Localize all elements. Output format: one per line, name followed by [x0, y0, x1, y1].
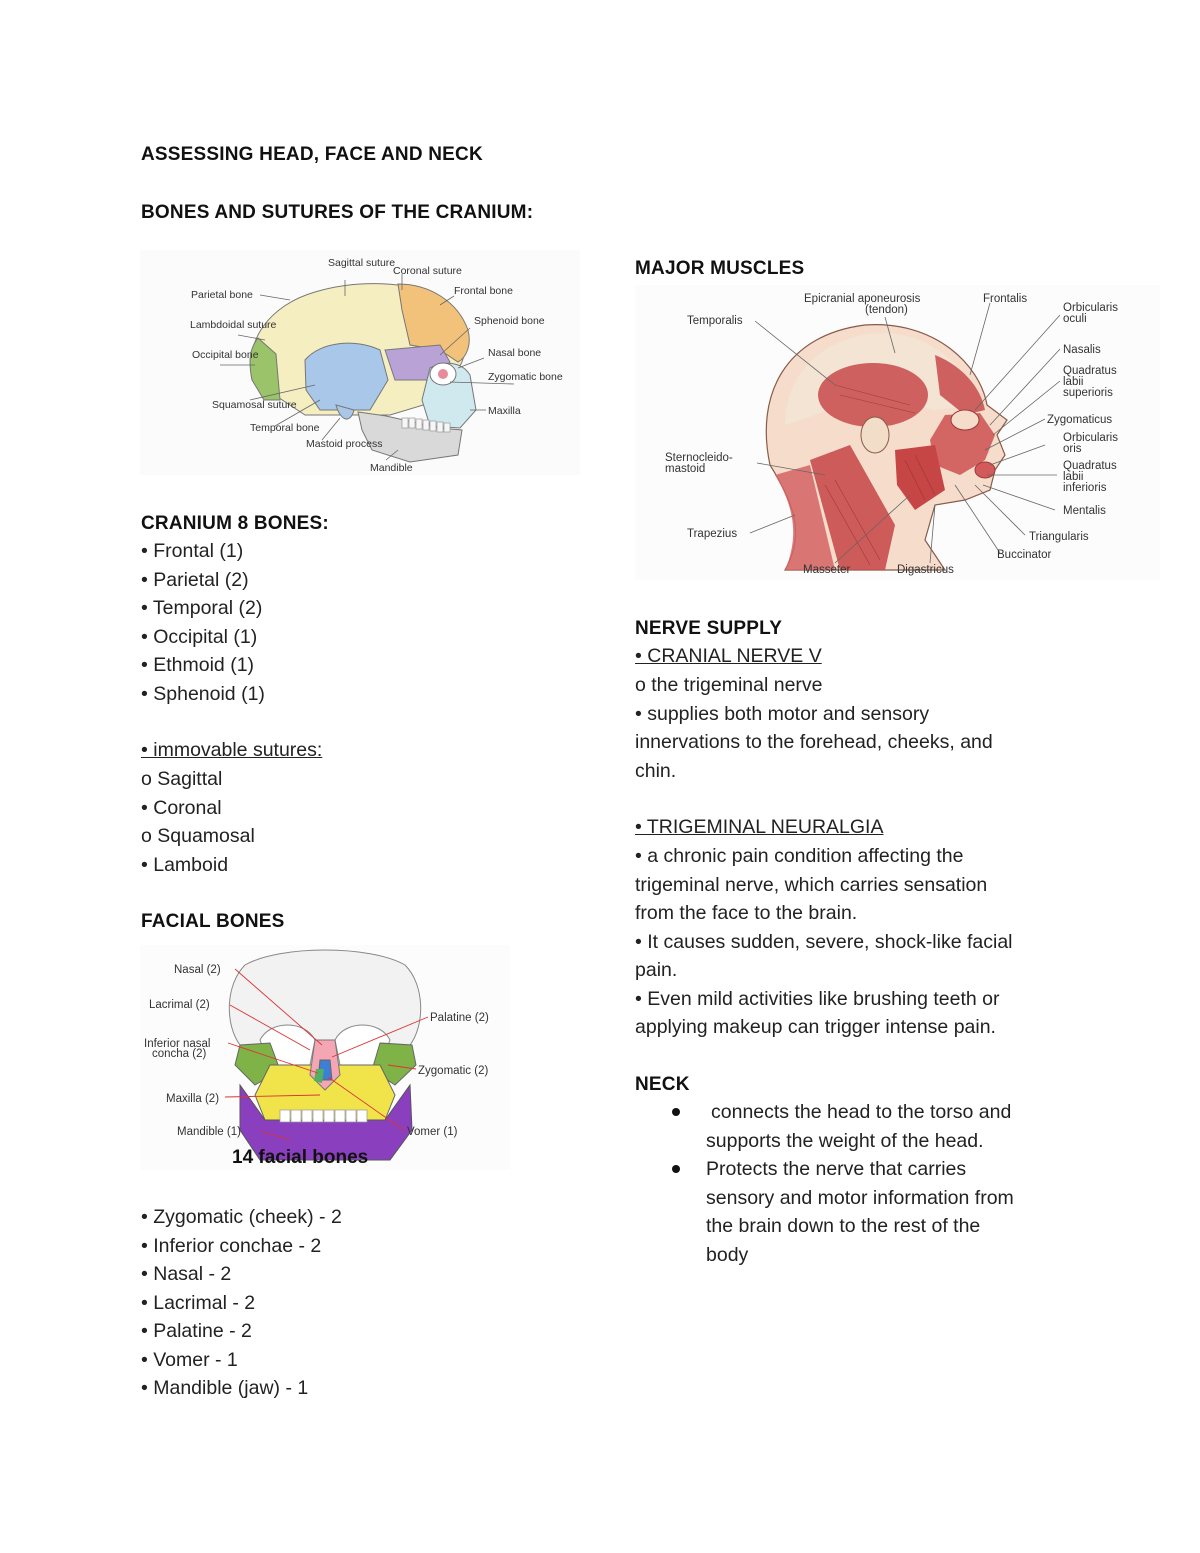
text-line: applying makeup can trigger intense pain. [635, 1016, 996, 1038]
cranium-bone-list [141, 537, 265, 708]
label-quad-sup-3: superioris [1063, 387, 1113, 399]
label-quad-inf-2: labii [1063, 471, 1084, 483]
list-item: • Lamboid [141, 853, 229, 876]
label-lambdoidal-suture: Lambdoidal suture [190, 319, 277, 331]
list-item: • Ethmoid (1) [141, 654, 255, 676]
list-item: • Frontal (1) [141, 540, 244, 562]
label-orbicularis-oculi-2: oculi [1063, 313, 1087, 325]
list-item: • Occipital (1) [141, 625, 258, 648]
list-item: • Mandible (jaw) - 1 [141, 1377, 309, 1399]
label-vomer: Vomer (1) [407, 1126, 458, 1138]
sutures-list [141, 765, 255, 879]
sutures-heading: • immovable sutures: [141, 739, 323, 761]
muscles-figure [635, 285, 1160, 580]
bullet-icon [672, 1165, 680, 1173]
label-digastricus: Digastricus [897, 564, 954, 576]
label-temporalis: Temporalis [687, 315, 743, 327]
list-item: • Nasal - 2 [141, 1263, 232, 1285]
skull-lateral-figure [140, 250, 580, 475]
text-line: • Even mild activities like brushing teeth or [635, 987, 1000, 1010]
label-coronal-suture: Coronal suture [393, 265, 462, 277]
temporal-bone-shape [305, 343, 388, 410]
label-orb-oris-1: Orbicularis [1063, 432, 1118, 444]
label-mandible: Mandible (1) [177, 1126, 241, 1138]
list-item: • Inferior conchae - 2 [141, 1234, 322, 1257]
label-mentalis: Mentalis [1063, 505, 1106, 517]
label-sagittal-suture: Sagittal suture [328, 257, 396, 269]
label-temporal-bone: Temporal bone [250, 422, 320, 434]
label-nasal-bone: Nasal bone [488, 347, 542, 359]
list-item: • Temporal (2) [141, 597, 263, 619]
label-nasal: Nasal (2) [174, 964, 221, 976]
label-orb-oris-2: oris [1063, 443, 1082, 455]
page-title: ASSESSING HEAD, FACE AND NECK [141, 144, 483, 165]
list-item: • Sphenoid (1) [141, 682, 265, 705]
neck-heading: NECK [635, 1074, 690, 1095]
list-item: • Palatine - 2 [141, 1320, 252, 1342]
major-muscles-heading: MAJOR MUSCLES [635, 258, 805, 279]
label-frontalis: Frontalis [983, 293, 1028, 305]
text-line: chin. [635, 759, 677, 782]
label-epicranial: Epicranial aponeurosis [804, 293, 921, 305]
text-line: pain. [635, 959, 678, 981]
cranium-heading: CRANIUM 8 BONES: [141, 513, 329, 534]
list-item [635, 1098, 1065, 1155]
label-quad-inf-1: Quadratus [1063, 460, 1117, 472]
label-mastoid-process: Mastoid process [306, 438, 383, 450]
label-squamosal-suture: Squamosal suture [212, 399, 297, 411]
trigeminal-neuralgia-heading: • TRIGEMINAL NEURALGIA [635, 816, 884, 838]
list-item: • Lacrimal - 2 [141, 1291, 256, 1314]
facial-bones-heading: FACIAL BONES [141, 911, 285, 932]
label-quad-inf-3: inferioris [1063, 482, 1107, 494]
facial-bone-list [141, 1203, 342, 1403]
text-line: connects the head to the torso and [711, 1101, 1012, 1123]
label-inferior-nasal: Inferior nasal [144, 1038, 211, 1050]
neck-list [635, 1098, 1065, 1269]
label-zygomaticus: Zygomaticus [1047, 414, 1113, 426]
section-heading-bones-sutures: BONES AND SUTURES OF THE CRANIUM: [141, 202, 534, 223]
text-line: supports the weight of the head. [706, 1129, 984, 1152]
label-orbicularis-oculi-1: Orbicularis [1063, 302, 1118, 314]
label-zygomatic: Zygomatic (2) [418, 1065, 489, 1077]
text-line: • a chronic pain condition affecting the [635, 845, 964, 867]
label-frontal-bone: Frontal bone [454, 285, 513, 297]
label-trapezius: Trapezius [687, 528, 738, 540]
list-item: • Zygomatic (cheek) - 2 [141, 1206, 342, 1228]
list-item: • Parietal (2) [141, 568, 249, 591]
text-line: sensory and motor information from [706, 1186, 1014, 1209]
figure-caption: 14 facial bones [232, 1147, 369, 1168]
label-mandible: Mandible [370, 462, 413, 474]
list-item: • Coronal [141, 796, 222, 819]
label-triangularis: Triangularis [1029, 531, 1089, 543]
label-parietal-bone: Parietal bone [191, 289, 253, 301]
label-maxilla: Maxilla (2) [166, 1093, 220, 1105]
label-occipital-bone: Occipital bone [192, 349, 259, 361]
text-line: from the face to the brain. [635, 902, 858, 924]
bullet-icon [672, 1108, 680, 1116]
list-item: o Sagittal [141, 768, 223, 790]
cranial-nerve-v-heading: • CRANIAL NERVE V [635, 645, 822, 667]
list-item: • Vomer - 1 [141, 1348, 238, 1371]
text-line: the brain down to the rest of the [706, 1215, 981, 1237]
label-tendon: (tendon) [865, 304, 908, 316]
text-line: trigeminal nerve, which carries sensation [635, 873, 988, 896]
label-nasalis: Nasalis [1063, 344, 1101, 356]
label-lacrimal: Lacrimal (2) [149, 999, 210, 1011]
text-line: o the trigeminal nerve [635, 674, 823, 696]
label-quad-sup-2: labii [1063, 376, 1084, 388]
trigeminal-neuralgia-description [635, 842, 1013, 1042]
label-masseter: Masseter [803, 564, 851, 576]
nerve-description [635, 671, 993, 785]
label-zygomatic-bone: Zygomatic bone [488, 371, 563, 383]
text-line: body [706, 1243, 749, 1266]
nerve-supply-heading: NERVE SUPPLY [635, 618, 783, 639]
list-item: o Squamosal [141, 825, 255, 847]
label-maxilla: Maxilla [488, 405, 521, 417]
text-line: innervations to the forehead, cheeks, and [635, 731, 993, 753]
text-line: Protects the nerve that carries [706, 1158, 967, 1180]
label-scm-1: Sternocleido- [665, 452, 733, 464]
text-line: • It causes sudden, severe, shock-like facial [635, 930, 1013, 953]
label-buccinator: Buccinator [997, 549, 1052, 561]
label-palatine: Palatine (2) [430, 1012, 489, 1024]
label-scm-2: mastoid [665, 463, 706, 475]
label-sphenoid-bone: Sphenoid bone [474, 315, 545, 327]
text-line: • supplies both motor and sensory [635, 702, 930, 725]
facial-bones-figure [140, 945, 510, 1170]
label-quad-sup-1: Quadratus [1063, 365, 1117, 377]
label-concha: concha (2) [152, 1048, 207, 1060]
list-item [635, 1155, 1065, 1269]
